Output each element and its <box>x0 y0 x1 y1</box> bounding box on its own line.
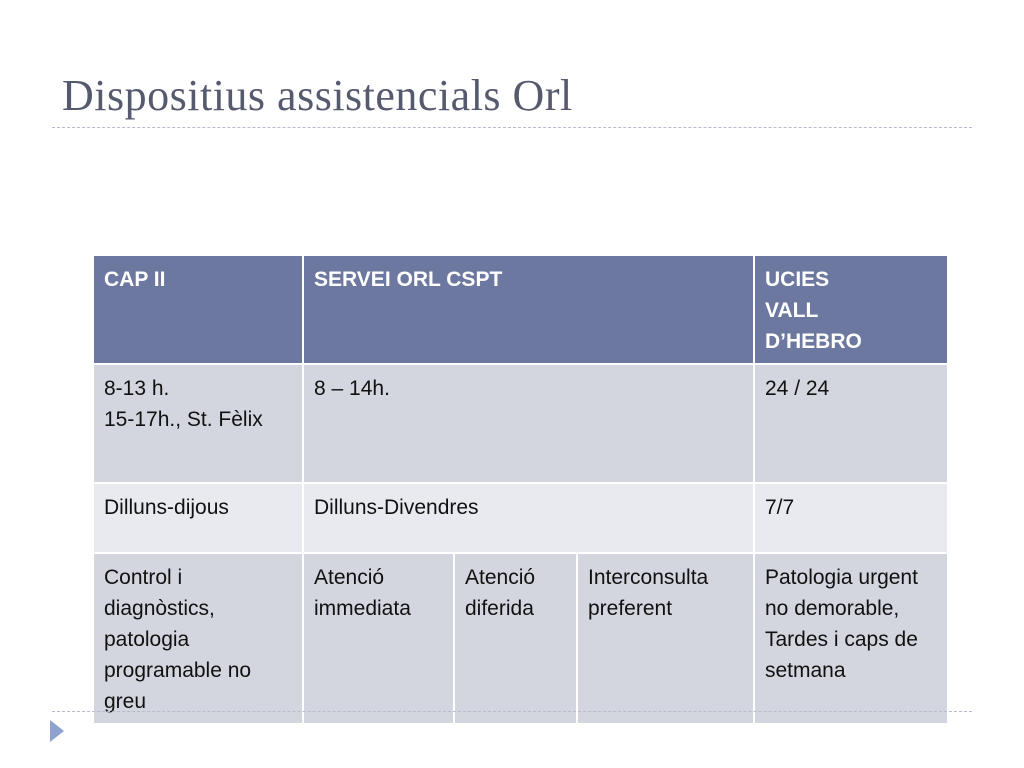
desc-ucies <box>754 553 948 724</box>
desc-line: no demorable, <box>765 597 900 620</box>
desc-line: Atenció <box>465 566 536 589</box>
desc-line: Tardes i caps de <box>765 628 918 651</box>
slide-title: Dispositius assistencials Orl <box>62 71 573 120</box>
desc-line: Interconsulta <box>588 566 709 589</box>
title-divider <box>52 127 972 128</box>
desc-line: immediata <box>314 597 411 620</box>
table-row-descriptions <box>93 553 948 724</box>
hours-line: 15-17h., St. Fèlix <box>104 408 263 431</box>
desc-line: patologia <box>104 628 190 651</box>
desc-atencio-immediata <box>303 553 454 724</box>
triangle-bullet-icon <box>50 720 64 742</box>
header-ucies-line: D’HEBRO <box>765 330 862 353</box>
services-table <box>92 254 949 725</box>
hours-ucies: 24 / 24 <box>754 364 948 483</box>
footer-divider <box>52 711 972 712</box>
desc-line: programable no <box>104 659 252 682</box>
desc-line: setmana <box>765 659 846 682</box>
desc-line: Control i <box>104 566 183 589</box>
desc-interconsulta <box>577 553 754 724</box>
days-servei-orl: Dilluns-Divendres <box>303 483 754 553</box>
desc-line: diagnòstics, <box>104 597 215 620</box>
table-row-days <box>93 483 948 553</box>
desc-line: diferida <box>465 597 534 620</box>
hours-line: 8-13 h. <box>104 377 170 400</box>
desc-line: preferent <box>588 597 673 620</box>
table-header-row <box>93 255 948 364</box>
desc-line: greu <box>104 690 147 713</box>
hours-servei-orl: 8 – 14h. <box>303 364 754 483</box>
header-cap-ii: CAP II <box>93 255 303 364</box>
header-ucies <box>754 255 948 364</box>
hours-cap-ii <box>93 364 303 483</box>
days-cap-ii: Dilluns-dijous <box>93 483 303 553</box>
header-servei-orl: SERVEI ORL CSPT <box>303 255 754 364</box>
header-ucies-line: VALL <box>765 299 819 322</box>
desc-line: Patologia urgent <box>765 566 918 589</box>
desc-atencio-diferida <box>454 553 577 724</box>
desc-line: Atenció <box>314 566 385 589</box>
table-row-hours <box>93 364 948 483</box>
days-ucies: 7/7 <box>754 483 948 553</box>
header-ucies-line: UCIES <box>765 268 830 291</box>
desc-cap-ii <box>93 553 303 724</box>
